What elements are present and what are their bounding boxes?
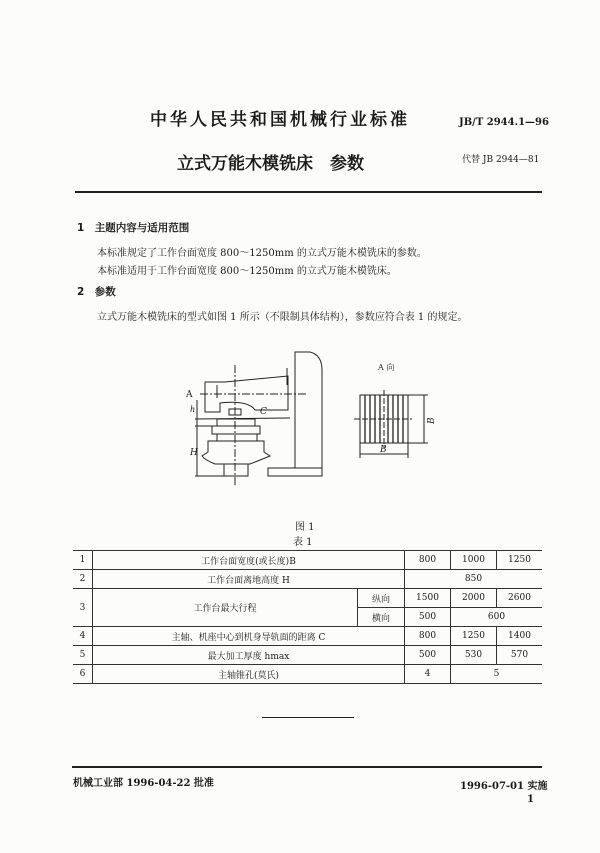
section-2-p1: 立式万能木模铣床的型式如图 1 所示（不限制具体结构），参数应符合表 1 的规定。 <box>97 312 468 323</box>
footer-rule <box>72 766 542 768</box>
table-cell: 800 <box>405 551 451 570</box>
table-cell: 4 <box>73 627 93 646</box>
svg-text:A: A <box>186 390 193 400</box>
table-cell: 500 <box>405 608 451 627</box>
machine-base <box>268 468 322 476</box>
table-cell: 2000 <box>451 589 497 608</box>
effective-date: 1996-07-01 实施 <box>460 781 548 792</box>
table-cell: 6 <box>73 665 93 684</box>
section-1-heading: 1 主题内容与适用范围 <box>77 222 190 234</box>
table-caption: 表 1 <box>293 537 313 548</box>
table-cell: 纵向 <box>358 589 405 608</box>
table-row <box>73 665 542 684</box>
figure-caption: 图 1 <box>295 522 315 533</box>
table-cell: 2600 <box>497 589 543 608</box>
replaces-note: 代替 JB 2944—81 <box>462 155 540 165</box>
svg-text:H: H <box>190 448 198 458</box>
table-cell: 570 <box>497 646 543 665</box>
table-cell: 1000 <box>451 551 497 570</box>
table-cell: 850 <box>405 570 543 589</box>
org-title: 中华人民共和国机械行业标准 <box>150 110 410 130</box>
table-cell: 4 <box>405 665 451 684</box>
table-cell: 500 <box>405 646 451 665</box>
table-cell: 530 <box>451 646 497 665</box>
table-row <box>73 646 542 665</box>
svg-text:C: C <box>260 407 267 417</box>
table-cell: 1400 <box>497 627 543 646</box>
page-number: 1 <box>527 794 534 805</box>
table-cell: 600 <box>451 608 543 627</box>
standard-code: JB/T 2944.1—96 <box>459 117 549 128</box>
table-cell: 横向 <box>358 608 405 627</box>
svg-text:B: B <box>380 445 387 455</box>
svg-text:A 向: A 向 <box>378 363 395 372</box>
page-title: 立式万能木模铣床 参数 <box>177 154 364 174</box>
figure-1-drawing <box>160 340 460 490</box>
table-cell: 3 <box>73 589 93 627</box>
table-cell: 工作台最大行程 <box>93 589 358 627</box>
table-row <box>73 570 542 589</box>
approval-note: 机械工业部 1996-04-22 批准 <box>73 778 214 789</box>
end-rule <box>262 717 354 718</box>
table-cell: 主轴、机座中心到机身导轨面的距离 C <box>93 627 405 646</box>
table-cell: 2 <box>73 570 93 589</box>
table-row <box>73 627 542 646</box>
table-cell: 主轴锥孔(莫氏) <box>93 665 405 684</box>
table-cell: 1250 <box>451 627 497 646</box>
table-row <box>73 551 542 570</box>
machine-column <box>295 352 322 468</box>
section-1-p2: 本标准适用于工作台面宽度 800～1250mm 的立式万能木模铣床。 <box>97 266 397 277</box>
table-row <box>73 589 542 608</box>
table-cell: 工作台面宽度(或长度)B <box>93 551 405 570</box>
worktable <box>217 419 255 426</box>
section-2-heading: 2 参数 <box>77 286 116 298</box>
table-cell: 最大加工厚度 hmax <box>93 646 405 665</box>
table-cell: 5 <box>73 646 93 665</box>
parameters-table <box>73 550 542 684</box>
table-cell: 1250 <box>497 551 543 570</box>
table-cell: 800 <box>405 627 451 646</box>
section-1-p1: 本标准规定了工作台面宽度 800～1250mm 的立式万能木模铣床的参数。 <box>97 248 427 259</box>
table-cell: 1 <box>73 551 93 570</box>
table-cell: 工作台面离地高度 H <box>93 570 405 589</box>
table-cell: 1500 <box>405 589 451 608</box>
table-cell: 5 <box>451 665 543 684</box>
svg-text:h: h <box>190 405 196 414</box>
svg-text:B: B <box>427 417 437 424</box>
